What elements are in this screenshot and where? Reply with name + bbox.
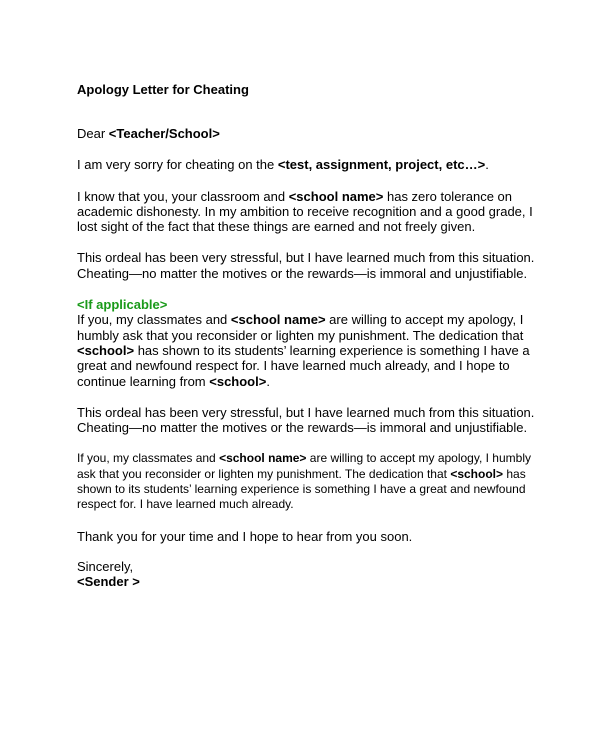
- intro-paragraph: [77, 157, 547, 172]
- if-applicable-paragraph: [77, 297, 547, 389]
- letter-title: Apology Letter for Cheating: [77, 82, 249, 97]
- assignment-placeholder: <test, assignment, project, etc…>: [277, 157, 486, 173]
- if-applicable-label: <If applicable>: [77, 297, 168, 313]
- request-text-2: are willing to accept my apology, I humbly ask that you reconsider or lighten my punishment. The dedication that: [77, 451, 531, 481]
- tolerance-text-1: I know that you, your classroom and: [77, 188, 289, 204]
- school-placeholder: <school>: [77, 342, 135, 358]
- salutation: [77, 126, 547, 141]
- school-placeholder: <school>: [450, 466, 504, 481]
- school-placeholder: <school>: [209, 373, 267, 389]
- school-name-placeholder: <school name>: [288, 188, 384, 204]
- salutation-prefix: Dear: [77, 126, 109, 141]
- tolerance-text-2: has zero tolerance on academic dishonesty. In my ambition to receive recognition and a good grade, I lost sight of the fact that these things are earned and not freely given.: [77, 188, 533, 235]
- apology-request-paragraph: [77, 451, 547, 512]
- if-applicable-text-3: has shown to its students’ learning experience is something I have a great and newfound respect for. I have learned much already, and I hope to continue learning from: [77, 342, 530, 389]
- intro-end: .: [485, 157, 489, 173]
- thanks-paragraph: Thank you for your time and I hope to hear from you soon.: [77, 528, 413, 544]
- sender-placeholder: <Sender >: [77, 574, 140, 590]
- request-text-3: has shown to its students’ learning experience is something I have a great and newfound respect for. I have learned much already.: [77, 466, 526, 512]
- recipient-placeholder: <Teacher/School>: [108, 126, 220, 141]
- school-name-placeholder: <school name>: [219, 451, 307, 466]
- intro-text: I am very sorry for cheating on the: [77, 157, 278, 173]
- if-applicable-text-2: are willing to accept my apology, I humbly ask that you reconsider or lighten my punishment. The dedication that: [77, 312, 524, 343]
- letter-page: [77, 82, 547, 590]
- ordeal-paragraph-1: This ordeal has been very stressful, but I have learned much from this situation. Cheating—no matter the motives or the rewards—is immoral and unjustifiable.: [77, 250, 535, 281]
- school-name-placeholder: <school name>: [230, 312, 326, 328]
- if-applicable-text-4: .: [266, 373, 270, 389]
- sincerely-text: Sincerely,: [77, 558, 134, 574]
- closing: [77, 559, 547, 590]
- ordeal-paragraph-2: This ordeal has been very stressful, but I have learned much from this situation. Cheating—no matter the motives or the rewards—is immoral and unjustifiable.: [77, 404, 535, 436]
- request-text-1: If you, my classmates and: [77, 451, 220, 466]
- tolerance-paragraph: [77, 189, 547, 235]
- if-applicable-text-1: If you, my classmates and: [77, 312, 231, 328]
